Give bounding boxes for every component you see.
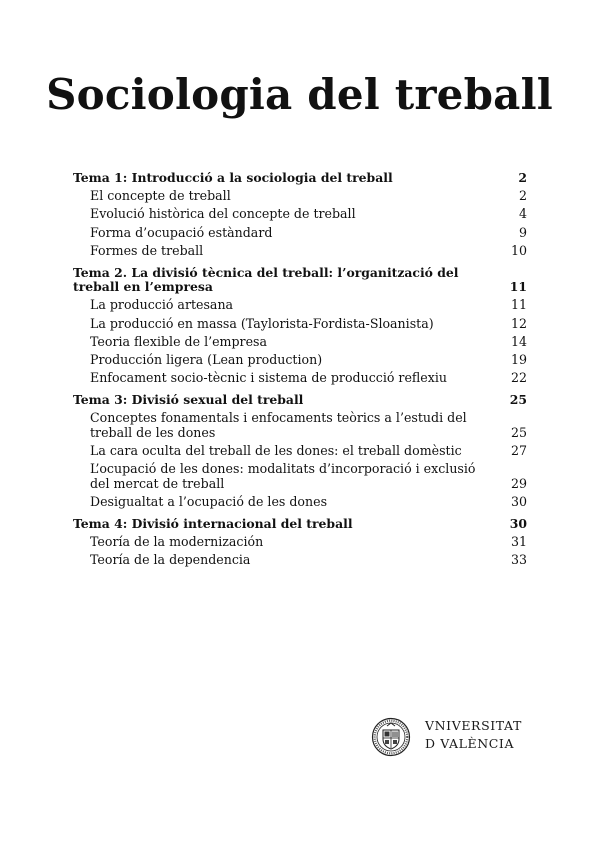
university-seal-icon — [371, 717, 411, 757]
toc-entry-label: Conceptes fonamentals i enfocaments teòrics a l’estudi del treball de les dones — [90, 410, 467, 440]
toc-page-number: 4 — [518, 206, 527, 222]
toc-page-number: 2 — [518, 170, 527, 185]
toc-page-number: 12 — [510, 315, 527, 331]
university-logo — [371, 717, 521, 757]
toc-entry-label: Forma d’ocupació estàndard — [90, 224, 273, 240]
toc-entry-label: Teoría de la dependencia — [90, 552, 251, 568]
toc-section — [73, 266, 527, 386]
toc-heading[interactable] — [73, 171, 527, 186]
toc-page-number: 22 — [510, 370, 527, 386]
toc-entry[interactable] — [73, 244, 527, 259]
toc-page-number: 30 — [509, 515, 527, 531]
toc-entry[interactable] — [73, 444, 527, 459]
toc-entry-label: Formes de treball — [90, 242, 204, 258]
toc-heading-label: Tema 3: Divisió sexual del treball — [73, 391, 304, 407]
toc-page-number: 11 — [510, 297, 527, 313]
toc-entry[interactable] — [73, 226, 527, 241]
toc-page-number: 33 — [510, 552, 527, 568]
toc-page-number: 29 — [510, 475, 527, 491]
toc-entry[interactable] — [73, 207, 527, 222]
toc-entry-label: Producción ligera (Lean production) — [90, 352, 323, 368]
toc-page-number: 11 — [509, 279, 527, 295]
toc-page-number: 2 — [518, 188, 527, 204]
toc-entry[interactable] — [73, 298, 527, 313]
toc-heading-label: Tema 2. La divisió tècnica del treball: l’organització del treball en l’empresa — [73, 264, 459, 295]
toc-heading[interactable] — [73, 266, 527, 295]
toc-entry-label: El concepte de treball — [90, 188, 231, 204]
university-wordmark — [425, 717, 521, 753]
toc-heading-label: Tema 1: Introducció a la sociologia del treball — [73, 170, 393, 185]
toc-entry[interactable] — [73, 189, 527, 204]
toc-entry-label: Evolució històrica del concepte de treball — [90, 206, 356, 222]
toc-page-number: 27 — [510, 443, 527, 459]
toc-entry-label: Teoria flexible de l’empresa — [90, 333, 267, 349]
toc-page-number: 9 — [518, 224, 527, 240]
toc-heading[interactable] — [73, 393, 527, 408]
toc-page-number: 25 — [510, 424, 527, 440]
toc-entry-label: La producció en massa (Taylorista-Fordista-Sloanista) — [90, 315, 434, 331]
toc-entry[interactable] — [73, 535, 527, 550]
toc-heading[interactable] — [73, 517, 527, 532]
document-title: Sociologia del treball — [46, 70, 553, 119]
toc-page-number: 25 — [509, 391, 527, 407]
toc-entry-label: Enfocament socio-tècnic i sistema de producció reflexiu — [90, 370, 447, 386]
toc-entry[interactable] — [73, 317, 527, 332]
toc-entry[interactable] — [73, 553, 527, 568]
toc-entry[interactable] — [73, 462, 527, 491]
toc-entry[interactable] — [73, 335, 527, 350]
toc-page-number: 31 — [510, 534, 527, 550]
toc-entry-label: Desigualtat a l’ocupació de les dones — [90, 494, 328, 510]
toc-page-number: 19 — [510, 352, 527, 368]
toc-page-number: 14 — [510, 333, 527, 349]
toc-entry[interactable] — [73, 495, 527, 510]
toc-page-number: 30 — [510, 494, 527, 510]
toc-entry-label: La cara oculta del treball de les dones: el treball domèstic — [90, 443, 462, 459]
wordmark-line-1: VNIVERSITAT — [425, 718, 522, 733]
toc-entry-label: La producció artesana — [90, 297, 234, 313]
toc-entry[interactable] — [73, 371, 527, 386]
toc-entry[interactable] — [73, 353, 527, 368]
toc-page-number: 10 — [510, 242, 527, 258]
toc-entry[interactable] — [73, 411, 527, 440]
toc-section — [73, 517, 527, 568]
toc-section — [73, 393, 527, 510]
table-of-contents — [73, 171, 527, 575]
toc-heading-label: Tema 4: Divisió internacional del treball — [73, 515, 353, 531]
toc-entry-label: L’ocupació de les dones: modalitats d’incorporació i exclusió del mercat de treball — [90, 461, 476, 491]
toc-entry-label: Teoría de la modernización — [90, 534, 264, 550]
wordmark-line-2: D VALÈNCIA — [425, 736, 515, 751]
toc-section — [73, 171, 527, 259]
